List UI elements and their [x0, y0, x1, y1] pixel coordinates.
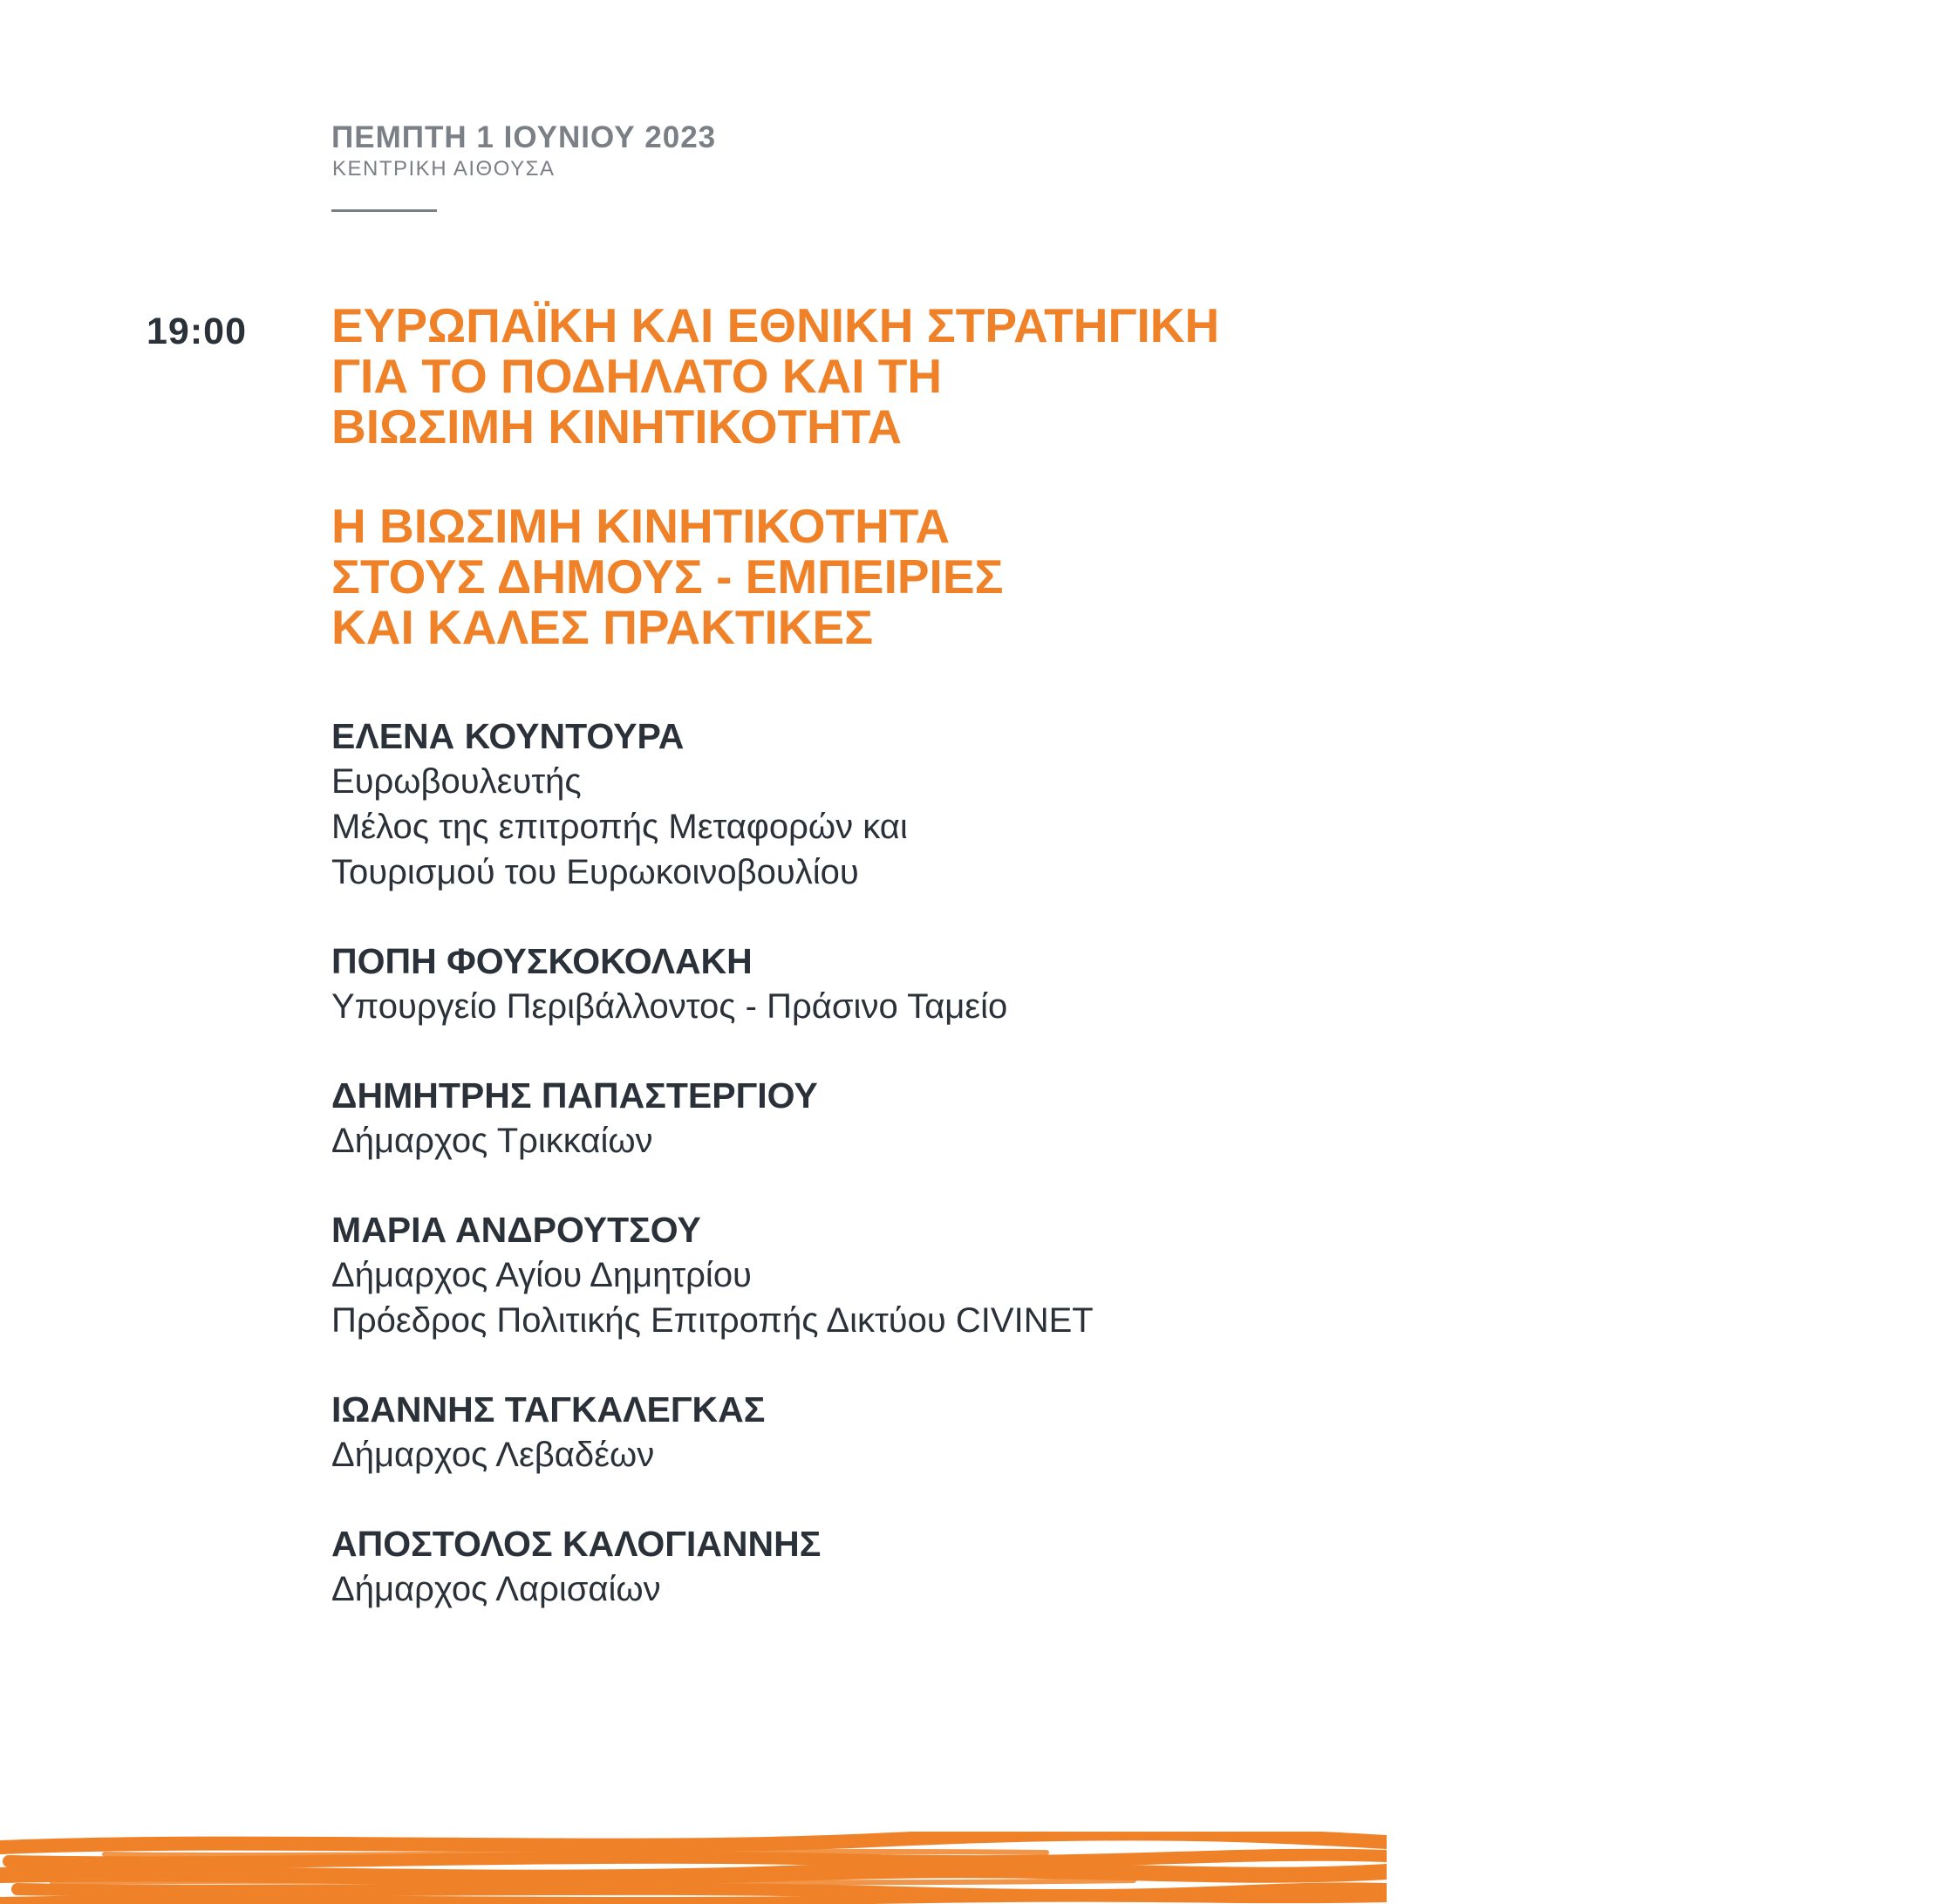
session-title [331, 300, 1395, 452]
speaker-name: ΑΠΟΣΤΟΛΟΣ ΚΑΛΟΓΙΑΝΝΗΣ [331, 1524, 822, 1564]
session-title-line: ΓΙΑ ΤΟ ΠΟΔΗΛΑΤΟ ΚΑΙ ΤΗ [331, 349, 943, 403]
brush-stroke-decoration [0, 1832, 1387, 1904]
speaker-item [331, 1073, 1465, 1164]
event-room: ΚΕΝΤΡΙΚΗ ΑΙΘΟΥΣΑ [332, 157, 556, 181]
speaker-name: ΠΟΠΗ ΦΟΥΣΚΟΚΟΛΑΚΗ [331, 941, 753, 981]
speaker-role: Τουρισμού του Ευρωκοινοβουλίου [331, 853, 859, 891]
speaker-role: Δήμαρχος Λαρισαίων [331, 1570, 661, 1608]
speaker-list [331, 713, 1465, 1612]
session-titles [331, 300, 1395, 652]
speaker-item [331, 713, 1465, 895]
session-title-line: ΕΥΡΩΠΑΪΚΗ ΚΑΙ ΕΘΝΙΚΗ ΣΤΡΑΤΗΓΙΚΗ [331, 298, 1220, 352]
speaker-item [331, 1387, 1465, 1477]
session-subtitle-line: Η ΒΙΩΣΙΜΗ ΚΙΝΗΤΙΚΟΤΗΤΑ [331, 499, 951, 553]
session-time: 19:00 [147, 311, 247, 352]
speaker-name: ΜΑΡΙΑ ΑΝΔΡΟΥΤΣΟΥ [331, 1210, 701, 1250]
speaker-role: Δήμαρχος Αγίου Δημητρίου [331, 1256, 752, 1294]
speaker-name: ΙΩΑΝΝΗΣ ΤΑΓΚΑΛΕΓΚΑΣ [331, 1389, 766, 1430]
speaker-role: Πρόεδρος Πολιτικής Επιτροπής Δικτύου CIVINET [331, 1301, 1094, 1340]
speaker-role: Μέλος της επιτροπής Μεταφορών και [331, 808, 908, 846]
speaker-item [331, 1207, 1465, 1343]
speaker-item [331, 1521, 1465, 1612]
event-date: ΠΕΜΠΤΗ 1 ΙΟΥΝΙΟΥ 2023 [331, 120, 717, 154]
header-divider [331, 209, 437, 212]
speaker-role: Υπουργείο Περιβάλλοντος - Πράσινο Ταμείο [331, 987, 1008, 1026]
session-subtitle-line: ΚΑΙ ΚΑΛΕΣ ΠΡΑΚΤΙΚΕΣ [331, 600, 874, 654]
speaker-role: Δήμαρχος Λεβαδέων [331, 1436, 655, 1474]
speaker-role: Δήμαρχος Τρικκαίων [331, 1122, 653, 1160]
speaker-name: ΔΗΜΗΤΡΗΣ ΠΑΠΑΣΤΕΡΓΙΟΥ [331, 1075, 818, 1116]
speaker-role: Ευρωβουλευτής [331, 762, 582, 801]
speaker-item [331, 938, 1465, 1029]
session-subtitle [331, 501, 1395, 652]
session-subtitle-line: ΣΤΟΥΣ ΔΗΜΟΥΣ - ΕΜΠΕΙΡΙΕΣ [331, 549, 1004, 604]
session-title-line: ΒΙΩΣΙΜΗ ΚΙΝΗΤΙΚΟΤΗΤΑ [331, 399, 903, 454]
speaker-name: ΕΛΕΝΑ ΚΟΥΝΤΟΥΡΑ [331, 716, 685, 756]
